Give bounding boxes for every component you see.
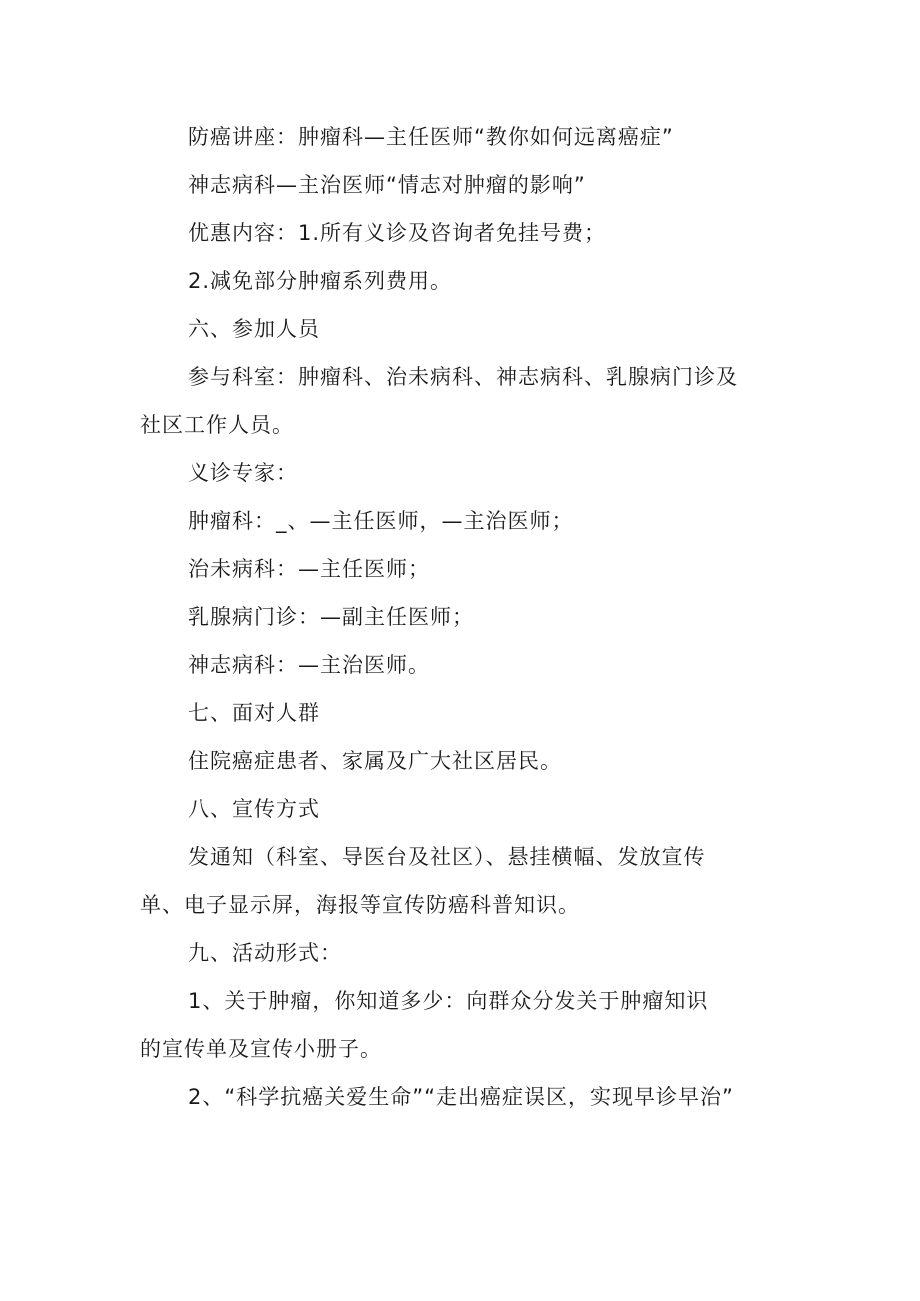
- section-heading-8: 八、宣传方式: [188, 797, 320, 821]
- text-line-2: 神志病科—主治医师“情志对肿瘤的影响”: [188, 173, 586, 197]
- text-line-9: 肿瘤科：_、—主任医师，—主治医师；: [188, 509, 574, 533]
- section-heading-6: 六、参加人员: [188, 317, 320, 341]
- text-line-10: 治未病科：—主任医师；: [188, 557, 430, 581]
- text-line-3: 优惠内容：1.所有义诊及咨询者免挂号费；: [188, 221, 607, 245]
- text-line-16: 发通知（科室、导医台及社区）、悬挂横幅、发放宣传: [188, 845, 706, 869]
- text-line-12: 神志病科：—主治医师。: [188, 653, 430, 677]
- text-line-4: 2.减免部分肿瘤系列费用。: [188, 269, 453, 293]
- text-line-7: 社区工作人员。: [140, 413, 294, 437]
- text-line-14: 住院癌症患者、家属及广大社区居民。: [188, 749, 562, 773]
- text-line-20: 的宣传单及宣传小册子。: [140, 1037, 382, 1061]
- section-heading-7: 七、面对人群: [188, 701, 320, 725]
- text-line-11: 乳腺病门诊：—副主任医师；: [188, 605, 474, 629]
- section-heading-9: 九、活动形式：: [188, 941, 342, 965]
- text-line-21: 2、“科学抗癌关爱生命”“走出癌症误区，实现早诊早治”: [188, 1085, 734, 1109]
- text-line-6: 参与科室：肿瘤科、治未病科、神志病科、乳腺病门诊及: [188, 365, 738, 389]
- text-line-19: 1、关于肿瘤，你知道多少：向群众分发关于肿瘤知识: [188, 989, 709, 1013]
- text-line-8: 义诊专家：: [188, 461, 298, 485]
- text-line-17: 单、电子显示屏，海报等宣传防癌科普知识。: [140, 893, 580, 917]
- text-line-1: 防癌讲座：肿瘤科—主任医师“教你如何远离癌症”: [188, 125, 674, 149]
